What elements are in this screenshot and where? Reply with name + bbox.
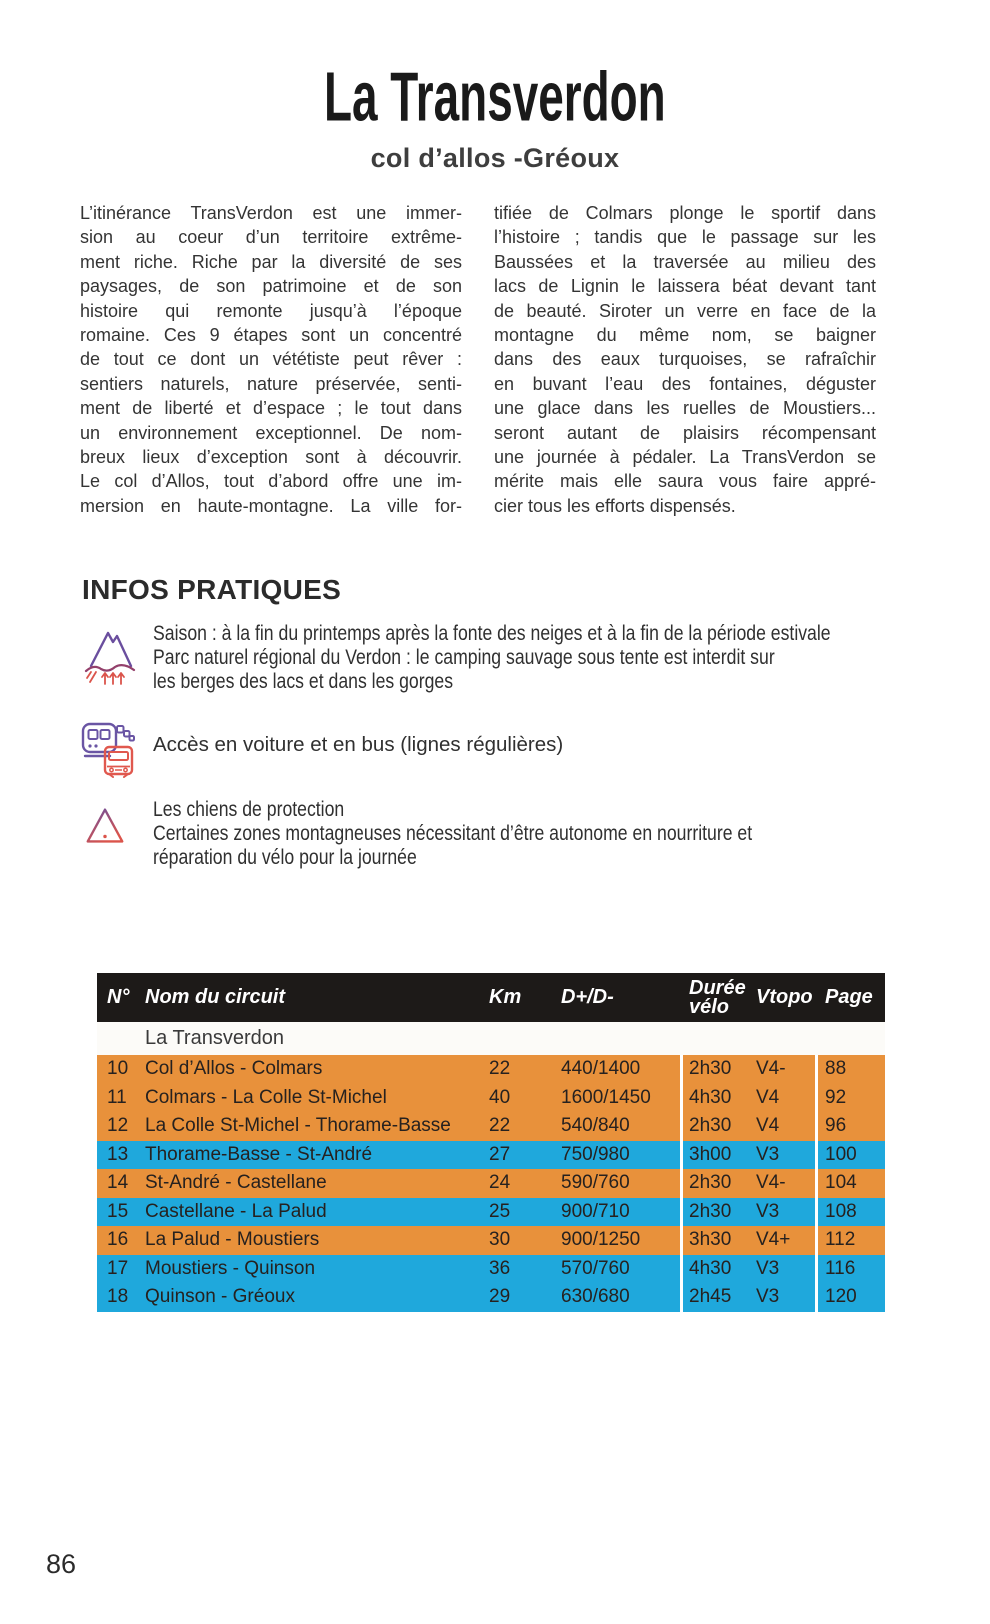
- info-line: les berges des lacs et dans les gorges: [153, 670, 454, 693]
- table-row: [97, 1283, 885, 1312]
- text-line: mersion en haute-montagne. La ville for-: [80, 495, 462, 516]
- table-row: [97, 1055, 885, 1084]
- cell-num: 10: [107, 1058, 129, 1080]
- page-number: 86: [46, 1549, 77, 1579]
- cell-page: 108: [825, 1200, 857, 1222]
- cell-dplus: 440/1400: [561, 1058, 641, 1080]
- info-season-text: [153, 622, 960, 694]
- intro-text: [80, 201, 876, 518]
- table-group-row: [97, 1022, 885, 1055]
- cell-vtopo: V3: [756, 1286, 780, 1308]
- cell-page: 112: [825, 1229, 856, 1251]
- cell-duree: 2h30: [689, 1200, 732, 1222]
- page-title: [0, 58, 990, 137]
- col-header-vtopo: Vtopo: [756, 986, 813, 1008]
- cell-duree: 2h30: [689, 1058, 732, 1080]
- table-row: [97, 1226, 885, 1255]
- text-line: ment de liberté et d’espace ; le tout dans: [80, 398, 462, 419]
- text-line: une journée à pédaler. La TransVerdon se: [494, 447, 876, 468]
- text-line: romaine. Ces 9 étapes sont un concentré: [80, 325, 462, 346]
- col-header-num: N°: [107, 986, 130, 1008]
- cell-num: 17: [107, 1257, 129, 1279]
- info-line: Accès en voiture et en bus (lignes régulières): [153, 733, 564, 756]
- cell-dplus: 900/710: [561, 1200, 630, 1222]
- table-row: [97, 1198, 885, 1227]
- col-header-dplus: D+/D-: [561, 986, 614, 1008]
- table-row: [97, 1112, 885, 1141]
- cell-duree: 3h00: [689, 1143, 732, 1165]
- info-dogs-text: [153, 798, 866, 870]
- table-body: [97, 1055, 885, 1312]
- mountain-icon: [82, 626, 138, 691]
- info-line: Saison : à la fin du printemps après la fonte des neiges et à la fin de la période estivale: [153, 622, 831, 645]
- text-line: lacs de Lignin le laissera béat devant tant: [494, 276, 876, 297]
- intro-column-right: [494, 201, 876, 518]
- cell-name: Quinson - Gréoux: [145, 1286, 295, 1308]
- text-line: sentiers naturels, nature préservée, senti-: [80, 373, 462, 394]
- info-line: Certaines zones montagneuses nécessitant d’être autonome en nourriture et: [153, 822, 753, 845]
- table-header-row: [97, 973, 885, 1022]
- cell-km: 27: [489, 1143, 511, 1165]
- cell-name: Colmars - La Colle St-Michel: [145, 1086, 387, 1108]
- cell-km: 22: [489, 1115, 511, 1137]
- info-line: réparation du vélo pour la journée: [153, 846, 417, 869]
- text-line: de tout ce dont un vététiste peut rêver :: [80, 349, 462, 370]
- cell-dplus: 1600/1450: [561, 1086, 651, 1108]
- cell-duree: 2h45: [689, 1286, 732, 1308]
- info-line: Les chiens de protection: [153, 798, 345, 821]
- table-group-label: La Transverdon: [145, 1027, 284, 1049]
- cell-km: 25: [489, 1200, 511, 1222]
- cell-num: 15: [107, 1200, 129, 1222]
- cell-page: 92: [825, 1086, 847, 1108]
- info-line: Parc naturel régional du Verdon : le camping sauvage sous tente est interdit sur: [153, 646, 775, 669]
- cell-page: 116: [825, 1257, 856, 1279]
- text-line: de beauté. Siroter un verre en face de la: [494, 300, 876, 321]
- cell-page: 88: [825, 1058, 847, 1080]
- cell-dplus: 900/1250: [561, 1229, 641, 1251]
- text-line: en buvant l’eau des fontaines, déguster: [494, 373, 876, 394]
- table-row: [97, 1084, 885, 1113]
- cell-km: 30: [489, 1229, 511, 1251]
- col-header-page: Page: [825, 986, 873, 1008]
- cell-page: 100: [825, 1143, 857, 1165]
- warning-icon: [85, 805, 125, 852]
- col-header-duree: Durée vélo: [689, 976, 746, 1018]
- cell-km: 40: [489, 1086, 511, 1108]
- train-bus-icon: [80, 716, 138, 785]
- text-line: L’itinérance TransVerdon est une immer-: [80, 203, 462, 223]
- table-row: [97, 1169, 885, 1198]
- cell-duree: 2h30: [689, 1172, 732, 1194]
- cell-num: 11: [107, 1086, 127, 1108]
- cell-num: 13: [107, 1143, 129, 1165]
- intro-column-left: [80, 201, 462, 518]
- cell-vtopo: V3: [756, 1143, 780, 1165]
- cell-name: La Colle St-Michel - Thorame-Basse: [145, 1115, 451, 1137]
- cell-vtopo: V4-: [756, 1172, 786, 1194]
- cell-vtopo: V4-: [756, 1058, 786, 1080]
- cell-vtopo: V4: [756, 1115, 780, 1137]
- cell-name: Thorame-Basse - St-André: [145, 1143, 373, 1165]
- cell-name: Castellane - La Palud: [145, 1200, 327, 1222]
- cell-name: Moustiers - Quinson: [145, 1257, 316, 1279]
- stage-table: [97, 973, 885, 1312]
- text-line: l’histoire ; tandis que le passage sur les: [494, 227, 876, 248]
- cell-dplus: 590/760: [561, 1172, 630, 1194]
- cell-duree: 3h30: [689, 1229, 732, 1251]
- text-line: tifiée de Colmars plonge le sportif dans: [494, 203, 876, 223]
- cell-page: 120: [825, 1286, 857, 1308]
- cell-num: 14: [107, 1172, 129, 1194]
- cell-vtopo: V3: [756, 1257, 780, 1279]
- info-access-text: [153, 733, 563, 757]
- text-line: cier tous les efforts dispensés.: [494, 495, 736, 516]
- text-line: dans des eaux turquoises, se rafraîchir: [494, 349, 876, 370]
- text-line: Le col d’Allos, tout d’abord offre une im-: [80, 471, 462, 492]
- page-subtitle: col d’allos -Gréoux: [370, 143, 620, 173]
- cell-dplus: 570/760: [561, 1257, 630, 1279]
- text-line: histoire qui remonte jusqu’à l’époque: [80, 300, 462, 321]
- text-line: un environnement exceptionnel. De nom-: [80, 422, 462, 443]
- cell-km: 29: [489, 1286, 511, 1308]
- cell-page: 96: [825, 1115, 847, 1137]
- cell-page: 104: [825, 1172, 857, 1194]
- cell-km: 24: [489, 1172, 511, 1194]
- cell-name: St-André - Castellane: [145, 1172, 327, 1194]
- text-line: sion au coeur d’un territoire extrême-: [80, 227, 462, 248]
- cell-num: 18: [107, 1286, 129, 1308]
- cell-duree: 4h30: [689, 1257, 732, 1279]
- infos-pratiques-heading: INFOS PRATIQUES: [82, 574, 342, 605]
- cell-num: 12: [107, 1115, 129, 1137]
- text-line: seront autant de plaisirs récompensant: [494, 422, 876, 443]
- text-line: montagne du même nom, se baigner: [494, 325, 876, 346]
- text-line: ment riche. Riche par la diversité de ses: [80, 251, 462, 272]
- cell-vtopo: V4+: [756, 1229, 791, 1251]
- cell-dplus: 750/980: [561, 1143, 630, 1165]
- table-row: [97, 1255, 885, 1284]
- page-title-text: La Transverdon: [324, 58, 666, 137]
- cell-km: 36: [489, 1257, 511, 1279]
- text-line: paysages, de son patrimoine et de son: [80, 276, 462, 297]
- col-header-km: Km: [489, 986, 522, 1008]
- cell-name: La Palud - Moustiers: [145, 1229, 320, 1251]
- text-line: mérite mais elle saura vous faire appré-: [494, 471, 876, 492]
- cell-vtopo: V4: [756, 1086, 780, 1108]
- text-line: une glace dans les ruelles de Moustiers...: [494, 398, 876, 419]
- cell-duree: 4h30: [689, 1086, 732, 1108]
- cell-duree: 2h30: [689, 1115, 732, 1137]
- cell-km: 22: [489, 1058, 511, 1080]
- col-header-name: Nom du circuit: [145, 986, 286, 1008]
- table-row: [97, 1141, 885, 1170]
- text-line: Baussées et la traversée au milieu des: [494, 251, 876, 272]
- cell-dplus: 630/680: [561, 1286, 630, 1308]
- cell-name: Col d’Allos - Colmars: [145, 1058, 323, 1080]
- cell-dplus: 540/840: [561, 1115, 630, 1137]
- cell-num: 16: [107, 1229, 129, 1251]
- cell-vtopo: V3: [756, 1200, 780, 1222]
- text-line: breux lieux d’exception sont à découvrir.: [80, 447, 462, 468]
